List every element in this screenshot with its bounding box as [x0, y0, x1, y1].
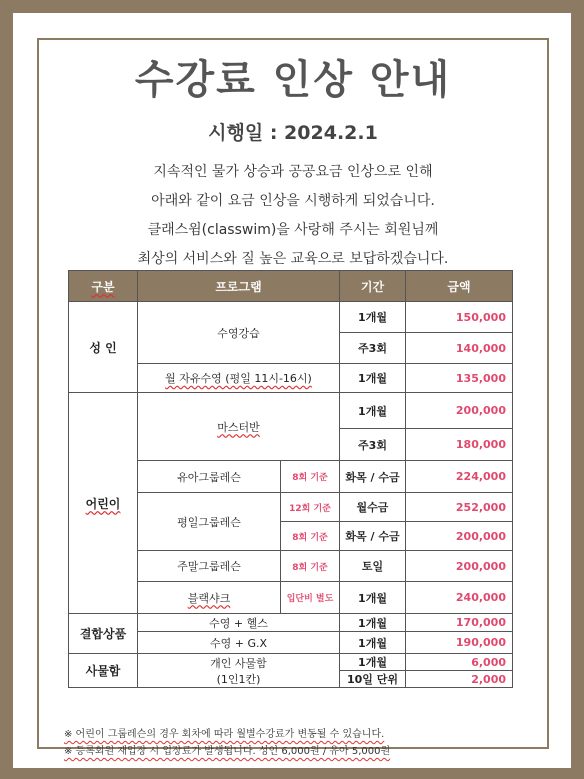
program-blackshark: 블랙샤크: [138, 582, 281, 614]
notice-sheet: [13, 13, 571, 768]
price-cell: 6,000: [406, 654, 513, 671]
locker-sublabel: (1인1칸): [216, 672, 261, 686]
price-cell: 200,000: [406, 551, 513, 582]
period-cell: 1개월: [340, 302, 406, 333]
program-weekend-group: 주말그룹레슨: [138, 551, 281, 582]
intro-line: 아래와 같이 요금 인상을 시행하게 되었습니다.: [151, 193, 435, 209]
footnote: ※ 등록회원 재입장 시 입장료가 발생됩니다. 성인 6,000원 / 유아 5,000원: [64, 746, 391, 757]
program-combo-gx: 수영 + G.X: [138, 632, 340, 654]
program-free-swim: 월 자유수영 (평일 11시-16시): [138, 364, 340, 393]
effective-date: 시행일 : 2024.2.1: [208, 122, 378, 144]
table-row: [69, 302, 513, 333]
locker-label: 개인 사물함: [210, 656, 267, 670]
price-cell: 140,000: [406, 333, 513, 364]
price-cell: 170,000: [406, 614, 513, 632]
program-combo-health: 수영 + 헬스: [138, 614, 340, 632]
period-cell: 1개월: [340, 582, 406, 614]
price-cell: 2,000: [406, 671, 513, 688]
session-note: 8회 기준: [281, 522, 340, 551]
header-category: 구분: [69, 271, 138, 302]
period-cell: 10일 단위: [340, 671, 406, 688]
period-cell: 주3회: [340, 429, 406, 461]
period-cell: 월수금: [340, 493, 406, 522]
price-cell: 224,000: [406, 461, 513, 493]
program-infant-group: 유아그룹레슨: [138, 461, 281, 493]
program-master: 마스터반: [138, 393, 340, 461]
session-note: 입단비 별도: [281, 582, 340, 614]
session-note: 8회 기준: [281, 461, 340, 493]
footnotes: [64, 726, 390, 760]
table-row: [69, 614, 513, 632]
price-cell: 190,000: [406, 632, 513, 654]
intro-text: [39, 158, 547, 274]
program-weekday-group: 평일그룹레슨: [138, 493, 281, 551]
category-kids: 어린이: [69, 393, 138, 614]
notice-frame: [37, 38, 549, 757]
footnote: ※ 어린이 그룹레슨의 경우 회차에 따라 월별수강료가 변동될 수 있습니다.: [64, 729, 385, 740]
price-cell: 150,000: [406, 302, 513, 333]
category-combo: 결합상품: [69, 614, 138, 654]
period-cell: 1개월: [340, 614, 406, 632]
session-note: 8회 기준: [281, 551, 340, 582]
price-table: [68, 270, 513, 688]
table-header-row: [69, 271, 513, 302]
intro-line: 최상의 서비스와 질 높은 교육으로 보답하겠습니다.: [137, 251, 449, 267]
header-price: 금액: [406, 271, 513, 302]
price-cell: 180,000: [406, 429, 513, 461]
price-cell: 200,000: [406, 522, 513, 551]
period-cell: 1개월: [340, 632, 406, 654]
table-row: [69, 393, 513, 429]
price-cell: 200,000: [406, 393, 513, 429]
program-locker: [138, 654, 340, 688]
header-period: 기간: [340, 271, 406, 302]
period-cell: 화목 / 수금: [340, 522, 406, 551]
header-program: 프로그램: [138, 271, 340, 302]
price-cell: 135,000: [406, 364, 513, 393]
period-cell: 1개월: [340, 364, 406, 393]
price-cell: 240,000: [406, 582, 513, 614]
intro-line: 클래스윔(classwim)을 사랑해 주시는 회원님께: [147, 222, 439, 238]
category-locker: 사물함: [69, 654, 138, 688]
table-row: [69, 654, 513, 671]
session-note: 12회 기준: [281, 493, 340, 522]
category-adult: 성 인: [69, 302, 138, 393]
period-cell: 화목 / 수금: [340, 461, 406, 493]
period-cell: 주3회: [340, 333, 406, 364]
period-cell: 1개월: [340, 654, 406, 671]
period-cell: 토일: [340, 551, 406, 582]
intro-line: 지속적인 물가 상승과 공공요금 인상으로 인해: [153, 164, 433, 180]
price-cell: 252,000: [406, 493, 513, 522]
period-cell: 1개월: [340, 393, 406, 429]
page-title: 수강료 인상 안내: [134, 57, 452, 103]
program-swim-lesson: 수영강습: [138, 302, 340, 364]
